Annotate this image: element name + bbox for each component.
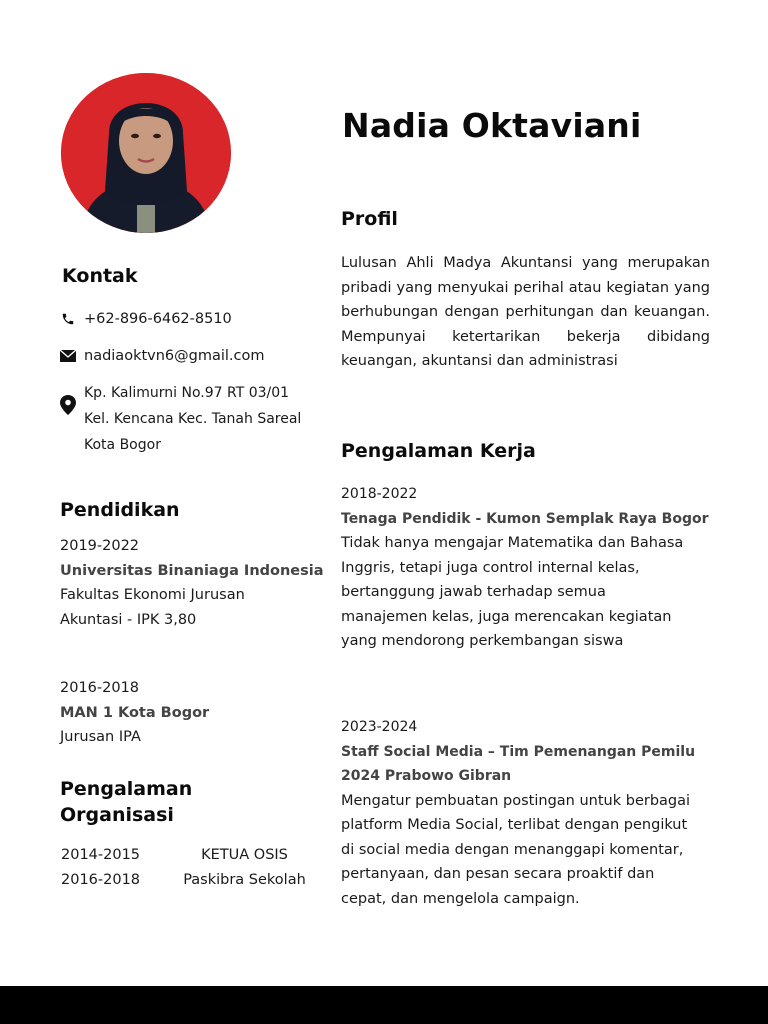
address-line: Kp. Kalimurni No.97 RT 03/01 bbox=[84, 385, 290, 401]
candidate-name: Nadia Oktaviani bbox=[342, 106, 642, 145]
work-desc-line: Inggris, tetapi juga control internal kelas, bbox=[341, 559, 640, 576]
footer-bar bbox=[0, 986, 768, 1024]
education-years: 2019-2022 bbox=[60, 538, 140, 554]
education-item bbox=[60, 534, 330, 632]
work-years: 2023-2024 bbox=[341, 719, 418, 735]
work-desc-line: yang mendorong perkembangan siswa bbox=[341, 633, 624, 649]
contact-email bbox=[60, 348, 265, 364]
work-desc-line: manajemen kelas, juga merencakan kegiatan bbox=[341, 608, 672, 625]
education-school: MAN 1 Kota Bogor bbox=[60, 704, 210, 721]
work-desc-line: platform Media Social, terlibat dengan pengikut bbox=[341, 817, 688, 833]
profile-photo bbox=[61, 73, 231, 233]
organization-title-line: Pengalaman bbox=[60, 778, 193, 800]
education-detail: Jurusan IPA bbox=[60, 729, 141, 745]
work-desc-line: cepat, dan mengelola campaign. bbox=[341, 890, 580, 907]
work-item bbox=[341, 715, 731, 911]
phone-number: +62-896-6462-8510 bbox=[84, 311, 232, 327]
contact-address bbox=[84, 380, 301, 458]
profile-text: Lulusan Ahli Madya Akuntansi yang merupakan pribadi yang menyukai perihal atau kegiatan yang berhubungan dengan perhitungan dan keuangan. Mempunyai ketertarikan bekerja dibidang keuangan, akuntansi dan administrasi bbox=[341, 255, 710, 369]
organization-row bbox=[61, 872, 311, 888]
work-desc-line: Mengatur pembuatan postingan untuk berbagai bbox=[341, 792, 691, 809]
education-years: 2016-2018 bbox=[60, 680, 140, 696]
work-role: 2024 Prabowo Gibran bbox=[341, 768, 512, 784]
education-school: Universitas Binaniaga Indonesia bbox=[60, 562, 324, 579]
address-line: Kota Bogor bbox=[84, 437, 161, 453]
organization-years: 2014-2015 bbox=[61, 847, 141, 863]
work-desc-line: di social media dengan menanggapi komentar, bbox=[341, 841, 684, 858]
education-detail: Fakultas Ekonomi Jurusan bbox=[60, 587, 245, 603]
organization-row bbox=[61, 847, 311, 863]
education-detail: Akuntasi - IPK 3,80 bbox=[60, 611, 197, 628]
organization-title-line: Organisasi bbox=[60, 804, 174, 826]
work-desc-line: pertanyaan, dan pesan secara proaktif dan bbox=[341, 866, 655, 882]
work-years: 2018-2022 bbox=[341, 486, 418, 502]
work-role: Staff Social Media – Tim Pemenangan Pemilu bbox=[341, 743, 696, 760]
phone-icon bbox=[60, 312, 76, 326]
organization-role: Paskibra Sekolah bbox=[183, 872, 306, 888]
portrait-image bbox=[61, 73, 231, 233]
education-title: Pendidikan bbox=[60, 499, 180, 521]
email-address: nadiaoktvn6@gmail.com bbox=[84, 348, 265, 364]
contact-phone bbox=[60, 311, 232, 327]
work-experience-title: Pengalaman Kerja bbox=[341, 440, 536, 462]
contact-title: Kontak bbox=[62, 265, 138, 287]
education-item bbox=[60, 676, 330, 750]
address-line: Kel. Kencana Kec. Tanah Sareal bbox=[84, 411, 302, 427]
work-role: Tenaga Pendidik - Kumon Semplak Raya Bogor bbox=[341, 510, 709, 527]
work-desc-line: bertanggung jawab terhadap semua bbox=[341, 584, 606, 600]
organization-years: 2016-2018 bbox=[61, 872, 141, 888]
mail-icon bbox=[60, 350, 76, 362]
work-item bbox=[341, 482, 731, 654]
profile-title: Profil bbox=[341, 208, 398, 230]
work-desc-line: Tidak hanya mengajar Matematika dan Bahasa bbox=[341, 535, 684, 551]
organization-title bbox=[60, 776, 192, 828]
organization-role: KETUA OSIS bbox=[201, 847, 288, 863]
location-pin-icon bbox=[60, 395, 76, 419]
